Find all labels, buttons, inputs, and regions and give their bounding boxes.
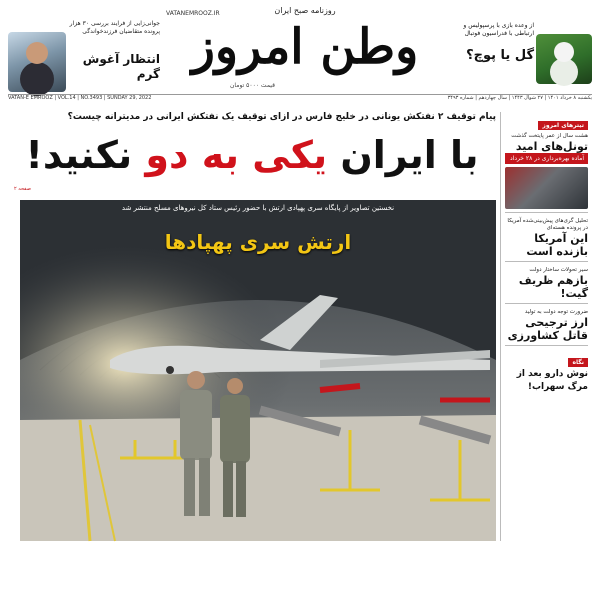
sidebar-divider <box>505 345 588 346</box>
sidebar-item-agriculture[interactable] <box>501 307 592 342</box>
newspaper-brand <box>160 6 450 88</box>
price-line: قیمت ۵۰۰۰ تومان <box>230 82 275 89</box>
sidebar-item-tunnels[interactable] <box>501 131 592 209</box>
headline-overline[interactable]: پیام توقیف ۲ نفتکش یونانی در خلیج فارس در ازای توقیف یک نفتکش ایرانی در مدیترانه چیست؟ <box>67 112 496 122</box>
sidebar-item-headline: تونل‌های امید <box>515 140 588 153</box>
tunnel-photo <box>505 167 588 209</box>
football-photo <box>536 34 592 84</box>
right-promo-headline: گل یا پوچ؟ <box>466 48 534 63</box>
left-promo-kicker: جوانی‌زایی از فرایند بررسی ۳۰ هزار پرونده متقاضیان فرزندخواندگی <box>69 20 160 35</box>
issue-info-bar <box>8 94 592 102</box>
photo-page-reference: صفحه ۳ <box>24 602 41 608</box>
brand-tagline: روزنامه صبح ایران <box>274 6 336 15</box>
sidebar-divider <box>505 303 588 304</box>
sidebar-item-kicker: هشت سال از عمر پایتخت گذشت <box>511 133 588 139</box>
issue-info-latin: VATAN-E EMROOZ | VOL.14 | NO.3493 | SUNDAY 29, 2022 <box>8 95 152 101</box>
sidebar-item-tag: نگاه <box>568 358 588 367</box>
sidebar-headlines <box>500 112 592 541</box>
right-promo-kicker: از وعده بازی با پرسپولیس و ارتباطی با فدراسیون فوتبال <box>463 22 534 37</box>
sidebar-item-kicker: تحلیل گری‌های پیش‌بینی‌شده آمریکا در پرونده هسته‌ای <box>507 218 588 231</box>
main-headline[interactable] <box>8 130 496 180</box>
left-promo[interactable] <box>8 20 160 92</box>
sidebar-item-headline: بازهم ظریف گیت! <box>518 274 588 300</box>
sidebar-tag: تیترهای امروز <box>538 121 588 130</box>
sidebar-item-headline: ارز ترجیحی قاتل کشاورزی <box>507 316 588 342</box>
sidebar-item-kicker: سیر تحولات ساختار دولت <box>529 267 588 273</box>
sidebar-divider <box>505 212 588 213</box>
yjc-credit: YJC <box>34 592 55 605</box>
photo-title: ارتش سری پهپادها <box>164 230 352 254</box>
headline-part-red: یکی به دو <box>145 133 328 177</box>
sidebar-item-headline: این آمریکا بازنده است <box>526 232 588 258</box>
photo-caption: نخستین تصاویر از پایگاه سری پهپادی ارتش با حضور رئیس ستاد کل نیروهای مسلح منتشر شد <box>121 204 395 212</box>
right-promo[interactable] <box>442 22 592 92</box>
sidebar-item-view[interactable] <box>501 349 592 394</box>
left-promo-headline: انتظار آغوش گرم <box>82 52 160 81</box>
masthead <box>0 0 600 100</box>
drone-base-photo[interactable] <box>20 200 496 608</box>
sidebar-item-america[interactable] <box>501 216 592 258</box>
sidebar-item-headline: نوش دارو بعد از مرگ سهراب! <box>516 369 588 392</box>
headline-part-2: نکنید! <box>25 133 133 177</box>
brand-url[interactable]: VATANEMROOZ.IR <box>166 10 220 17</box>
issue-info-persian: یکشنبه ۸ خرداد ۱۴۰۱ | ۲۷ شوال ۱۴۴۳ | سال چهاردهم | شماره ۳۴۹۳ <box>447 95 592 101</box>
main-story <box>8 112 496 608</box>
family-photo <box>8 32 66 92</box>
headline-part-1: با ایران <box>340 133 479 177</box>
sidebar-divider <box>505 261 588 262</box>
page-reference: صفحه ۲ <box>14 186 31 192</box>
newspaper-logo: وطن امروز <box>191 19 419 75</box>
sidebar-item-warning: آماده بهره‌برداری در ۲۸ خرداد <box>505 153 588 164</box>
sidebar-item-kicker: ضرورت توجه دولت به تولید <box>524 309 588 315</box>
sidebar-item-zarif[interactable] <box>501 265 592 300</box>
